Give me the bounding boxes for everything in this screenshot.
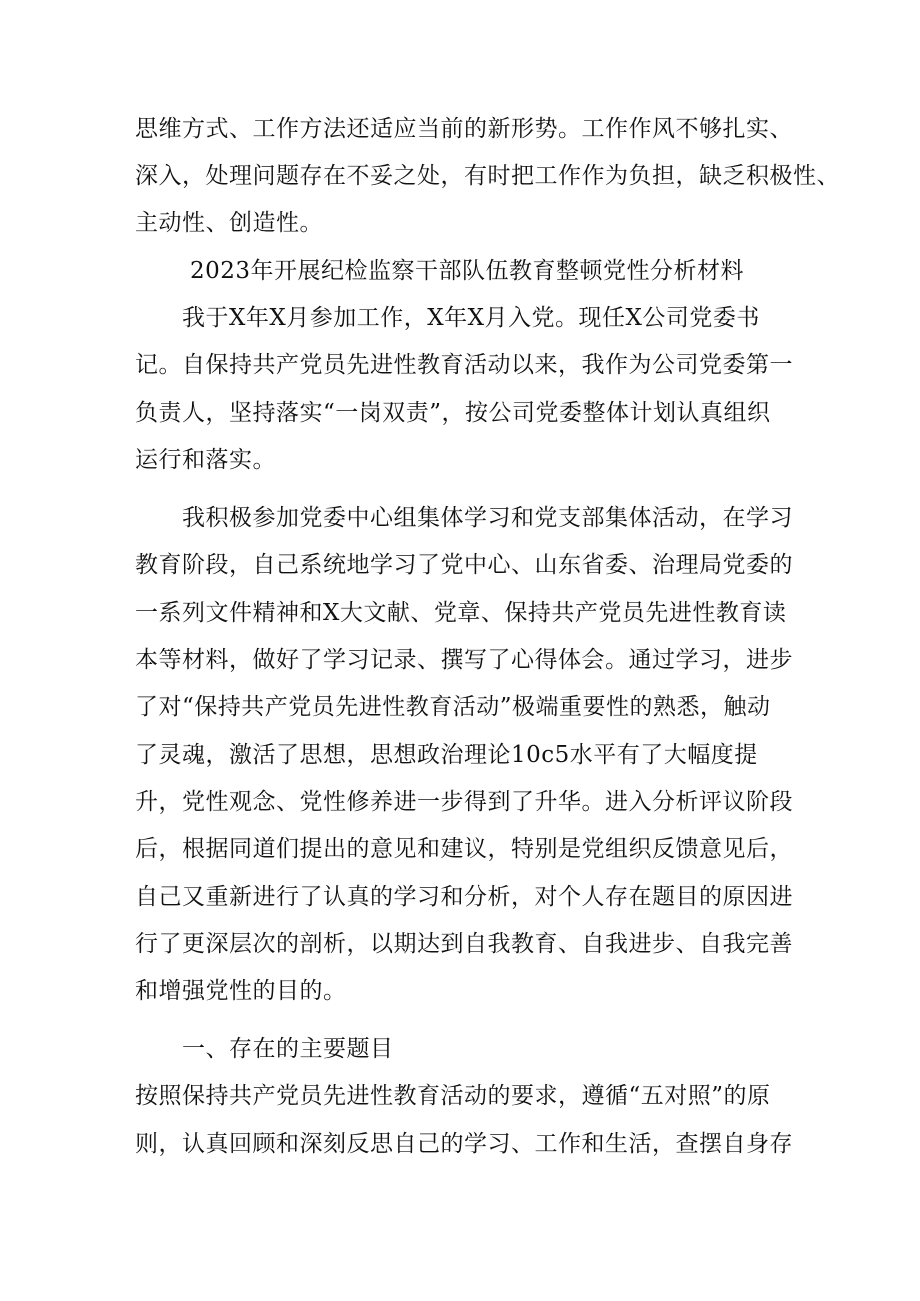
text-line-10: 教育阶段，自己系统地学习了党中心、山东省委、治理局党委的 xyxy=(135,552,793,578)
text-line-1: 思维方式、工作方法还适应当前的新形势。工作作风不够扎实、 xyxy=(135,116,793,142)
text-line-21: 按照保持共产党员先进性教育活动的要求，遵循“五对照”的原 xyxy=(135,1083,771,1109)
text-line-18: 行了更深层次的剖析，以期达到自我教育、自我进步、自我完善 xyxy=(135,931,793,957)
text-line-19: 和增强党性的目的。 xyxy=(135,978,347,1004)
text-line-3: 主动性、创造性。 xyxy=(135,210,323,236)
text-line-8: 运行和落实。 xyxy=(135,447,276,473)
text-line-13: 了对“保持共产党员先进性教育活动”极端重要性的熟悉，触动 xyxy=(135,694,771,720)
text-line-7: 负责人，坚持落实“一岗双责”，按公司党委整体计划认真组织 xyxy=(135,400,771,426)
text-line-16: 后，根据同道们提出的意见和建议，特别是党组织反馈意见后， xyxy=(135,836,793,862)
text-line-2: 深入，处理问题存在不妥之处，有时把工作作为负担，缺乏积极性、 xyxy=(135,163,840,189)
text-line-22: 则，认真回顾和深刻反思自己的学习、工作和生活，查摆自身存 xyxy=(135,1131,793,1157)
text-line-6: 记。自保持共产党员先进性教育活动以来，我作为公司党委第一 xyxy=(135,352,793,378)
text-line-15: 升，党性观念、党性修养进一步得到了升华。进入分析评议阶段 xyxy=(135,789,793,815)
text-line-12: 本等材料，做好了学习记录、撰写了心得体会。通过学习，进步 xyxy=(135,647,793,673)
text-line-5: 我于X年X月参加工作，X年X月入党。现任X公司党委书 xyxy=(182,305,760,331)
section-heading: 2023年开展纪检监察干部队伍教育整顿党性分析材料 xyxy=(190,258,745,284)
subheading-main-problems: 一、存在的主要题目 xyxy=(182,1036,394,1062)
text-line-17: 自己又重新进行了认真的学习和分析，对个人存在题目的原因进 xyxy=(135,884,793,910)
text-line-14: 了灵魂，激活了思想，思想政治理论10c5水平有了大幅度提 xyxy=(135,742,758,768)
text-line-11: 一系列文件精神和X大文献、党章、保持共产党员先进性教育读 xyxy=(135,600,787,626)
text-line-9: 我积极参加党委中心组集体学习和党支部集体活动，在学习 xyxy=(182,505,793,531)
